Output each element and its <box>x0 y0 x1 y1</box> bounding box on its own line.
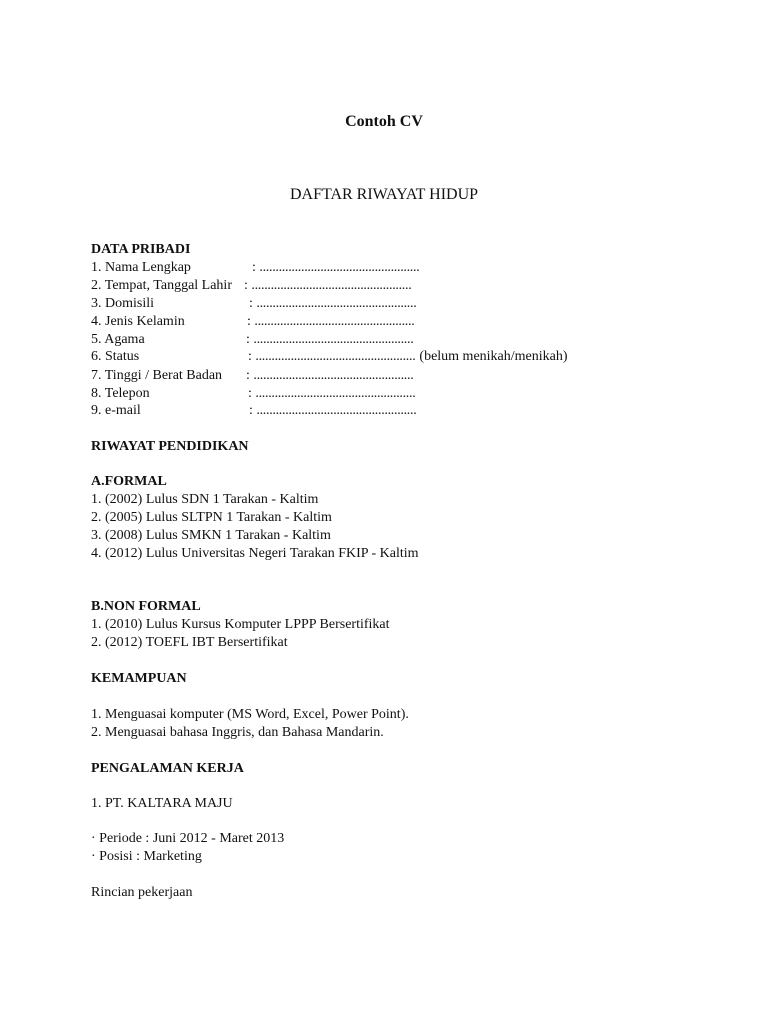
pengalaman-kerja-heading: PENGALAMAN KERJA <box>91 761 244 776</box>
field-dots: .................................................. <box>256 296 417 311</box>
field-colon: : <box>247 314 251 329</box>
field-label: 4. Jenis Kelamin <box>91 314 185 329</box>
field-row-tinggi-berat <box>91 367 413 385</box>
list-item: 4. (2012) Lulus Universitas Negeri Tarakan FKIP - Kaltim <box>91 546 419 561</box>
riwayat-pendidikan-heading: RIWAYAT PENDIDIKAN <box>91 439 249 454</box>
field-label: 2. Tempat, Tanggal Lahir <box>91 278 232 293</box>
list-item: 2. (2012) TOEFL IBT Bersertifikat <box>91 635 288 650</box>
document-title: Contoh CV <box>345 113 423 130</box>
field-label: 6. Status <box>91 349 140 364</box>
document-subtitle: DAFTAR RIWAYAT HIDUP <box>289 186 479 203</box>
field-row-jenis-kelamin <box>91 313 414 331</box>
field-label: 3. Domisili <box>91 296 155 311</box>
field-row-agama <box>91 331 413 349</box>
field-dots: .................................................. <box>256 403 417 418</box>
field-colon: : <box>248 349 252 364</box>
field-colon: : <box>246 332 250 347</box>
list-item: 2. Menguasai bahasa Inggris, dan Bahasa Mandarin. <box>91 725 384 740</box>
field-row-telepon <box>91 385 415 403</box>
list-item: 3. (2008) Lulus SMKN 1 Tarakan - Kaltim <box>91 528 331 543</box>
field-row-nama <box>91 259 419 277</box>
field-label: 7. Tinggi / Berat Badan <box>91 368 223 383</box>
field-label: 8. Telepon <box>91 386 150 401</box>
field-dots: .................................................. <box>254 314 415 329</box>
list-item: 1. (2002) Lulus SDN 1 Tarakan - Kaltim <box>91 492 319 507</box>
field-colon: : <box>244 278 248 293</box>
data-pribadi-heading: DATA PRIBADI <box>91 242 191 257</box>
field-note: (belum menikah/menikah) <box>419 349 568 364</box>
field-dots: .................................................. <box>253 368 414 383</box>
field-dots: .................................................. <box>259 260 420 275</box>
field-dots: .................................................. <box>255 349 416 364</box>
field-label: 5. Agama <box>91 332 145 347</box>
list-item: 1. (2010) Lulus Kursus Komputer LPPP Bersertifikat <box>91 617 390 632</box>
nonformal-heading: B.NON FORMAL <box>91 599 201 614</box>
field-dots: .................................................. <box>253 332 414 347</box>
list-item: 2. (2005) Lulus SLTPN 1 Tarakan - Kaltim <box>91 510 332 525</box>
formal-heading: A.FORMAL <box>91 474 167 489</box>
field-row-status <box>91 348 568 366</box>
field-colon: : <box>246 368 250 383</box>
field-label: 9. e-mail <box>91 403 141 418</box>
list-item: 1. Menguasai komputer (MS Word, Excel, Power Point). <box>91 707 409 722</box>
field-dots: .................................................. <box>251 278 412 293</box>
field-colon: : <box>252 260 256 275</box>
field-row-ttl <box>91 277 411 295</box>
field-dots: .................................................. <box>255 386 416 401</box>
field-row-email <box>91 402 416 420</box>
posisi-line: · Posisi : Marketing <box>91 849 202 864</box>
field-colon: : <box>248 386 252 401</box>
periode-line: · Periode : Juni 2012 - Maret 2013 <box>91 831 285 846</box>
field-label: 1. Nama Lengkap <box>91 260 191 275</box>
field-row-domisili <box>91 295 416 313</box>
company-name: 1. PT. KALTARA MAJU <box>91 796 233 811</box>
field-colon: : <box>249 296 253 311</box>
rincian-pekerjaan: Rincian pekerjaan <box>91 885 193 900</box>
field-colon: : <box>249 403 253 418</box>
kemampuan-heading: KEMAMPUAN <box>91 671 187 686</box>
